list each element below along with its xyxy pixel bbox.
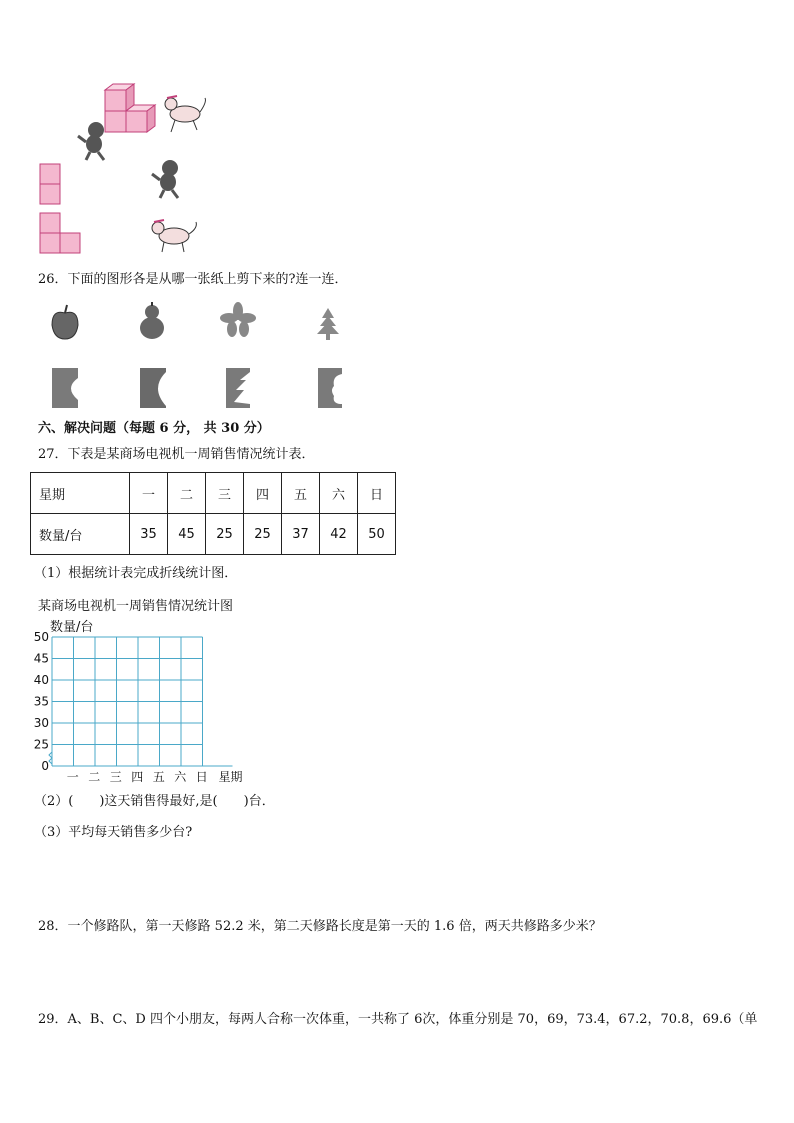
question-number: 26． xyxy=(38,272,68,287)
paper-4 xyxy=(318,368,342,408)
x-ticks xyxy=(67,769,243,784)
monkey-icon xyxy=(78,122,104,160)
table-cell: 37 xyxy=(282,514,320,555)
dog-icon xyxy=(152,220,196,252)
x-axis-label: 星期 xyxy=(218,770,243,784)
y-tick-label: 50 xyxy=(33,630,49,644)
table-cell: 42 xyxy=(320,514,358,555)
question-28: 28．一个修路队，第一天修路 52.2 米，第二天修路长度是第一天的 1.6 倍，两天共修路多少米？ xyxy=(38,919,602,934)
y-tick-label: 40 xyxy=(33,673,49,687)
x-tick-label: 一 xyxy=(66,770,79,784)
tree-icon xyxy=(317,308,339,340)
chart-grid xyxy=(49,637,233,766)
line-chart xyxy=(28,618,258,788)
x-tick-label: 三 xyxy=(109,770,122,784)
y-tick-label: 35 xyxy=(33,694,49,709)
gourd-icon xyxy=(140,302,164,339)
table-row xyxy=(31,473,396,514)
view-side xyxy=(40,213,80,253)
cube-stack xyxy=(105,84,155,132)
x-tick-label: 日 xyxy=(195,770,208,784)
view-front xyxy=(40,164,60,204)
question-27 xyxy=(38,446,315,464)
table-row xyxy=(31,514,396,555)
y-tick-label: 30 xyxy=(33,716,49,730)
table-cell: 六 xyxy=(320,473,358,514)
y-axis-label: 数量/台 xyxy=(50,620,94,635)
paper-1 xyxy=(52,368,78,408)
apple-icon xyxy=(52,305,78,339)
cut-shapes xyxy=(40,300,370,420)
table-header-cell: 星期 xyxy=(31,473,130,514)
x-tick-label: 四 xyxy=(131,770,144,784)
x-tick-label: 六 xyxy=(174,770,187,784)
y-tick-label: 25 xyxy=(33,737,49,752)
y-ticks xyxy=(34,630,49,773)
x-tick-label: 五 xyxy=(152,770,165,784)
paper-3 xyxy=(226,368,250,408)
y-tick-label: 0 xyxy=(41,759,49,773)
chart-title: 某商场电视机一周销售情况统计图 xyxy=(38,599,234,614)
question-26 xyxy=(38,271,348,289)
section-title: 六、解决问题（每题 6 分， 共 30 分） xyxy=(38,421,270,436)
table-cell: 35 xyxy=(130,514,168,555)
table-cell: 25 xyxy=(244,514,282,555)
monkey-icon xyxy=(152,160,178,198)
sub-question-3: （3）平均每天销售多少台? xyxy=(34,825,193,840)
table-cell: 日 xyxy=(358,473,396,514)
table-cell: 50 xyxy=(358,514,396,555)
table-cell: 五 xyxy=(282,473,320,514)
y-tick-label: 45 xyxy=(33,651,49,666)
question-29: 29．A、B、C、D 四个小朋友，每两人合称一次体重，一共称了 6次，体重分别是 70，69，73.4，67.2，70.8，69.6（单 xyxy=(38,1012,758,1027)
sub-question-2: （2）( )这天销售得最好,是( )台． xyxy=(34,794,275,809)
paper-2 xyxy=(140,368,166,408)
table-cell: 四 xyxy=(244,473,282,514)
table-cell: 25 xyxy=(206,514,244,555)
table-cell: 一 xyxy=(130,473,168,514)
views-illustration xyxy=(30,80,220,260)
table-cell: 45 xyxy=(168,514,206,555)
sub-question-1: （1）根据统计表完成折线统计图． xyxy=(34,566,238,581)
question-number: 27． xyxy=(38,447,68,462)
sales-table xyxy=(30,472,396,555)
dog-icon xyxy=(165,96,205,132)
table-cell: 三 xyxy=(206,473,244,514)
question-text: 下表是某商场电视机一周销售情况统计表． xyxy=(67,447,315,462)
x-tick-label: 二 xyxy=(88,770,101,784)
flower-icon xyxy=(220,302,256,337)
question-text: 下面的图形各是从哪一张纸上剪下来的?连一连． xyxy=(67,272,348,287)
table-cell: 二 xyxy=(168,473,206,514)
table-header-cell: 数量/台 xyxy=(31,514,130,555)
